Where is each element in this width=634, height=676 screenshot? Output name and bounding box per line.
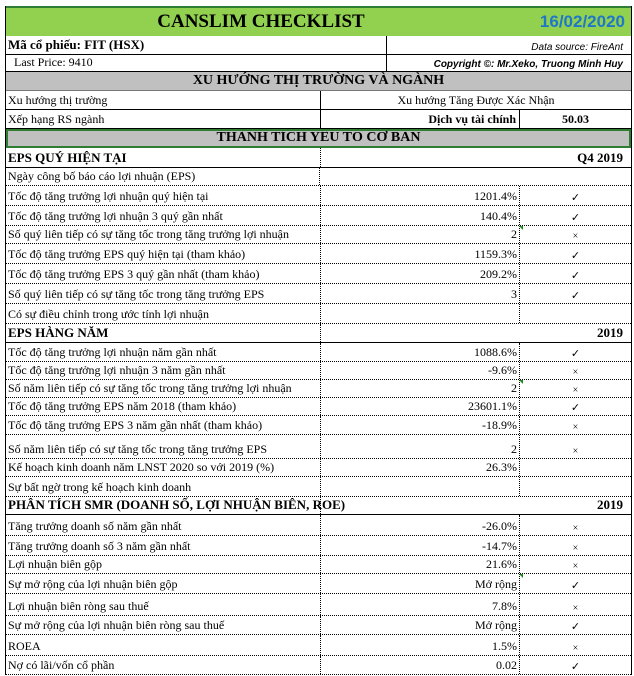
row-label[interactable]: Sự bất ngờ trong kế hoạch kinh doanh: [8, 480, 192, 494]
table-row: [6, 304, 631, 324]
row-check[interactable]: ×: [572, 231, 579, 242]
row-check[interactable]: ✓: [570, 621, 581, 633]
row-check[interactable]: ×: [572, 367, 579, 378]
table-row: [6, 168, 631, 186]
ticker-row: [6, 36, 631, 55]
table-row: [6, 380, 631, 398]
row-check[interactable]: ✓: [570, 212, 581, 224]
row-value[interactable]: 1159.3%: [320, 244, 520, 263]
row-value[interactable]: 209.2%: [320, 264, 520, 283]
row-value[interactable]: 1088.6%: [320, 343, 520, 361]
rs-label: Xếp hạng RS ngành: [8, 112, 105, 126]
section-header: [6, 497, 631, 515]
row-label[interactable]: Số quý liên tiếp có sự tăng tốc trong tăng trưởng lợi nhuận: [8, 227, 289, 241]
table-row: [6, 635, 631, 656]
row-label[interactable]: Lợi nhuận biên ròng sau thuế: [8, 599, 149, 613]
row-label[interactable]: Lợi nhuận biên gộp: [8, 557, 102, 571]
row-label[interactable]: Tốc độ tăng trưởng lợi nhuận năm gần nhất: [8, 345, 217, 359]
table-row: [6, 536, 631, 556]
section-period: 2019: [597, 497, 623, 512]
row-label[interactable]: ROEA: [8, 639, 41, 653]
row-check[interactable]: [520, 459, 631, 476]
report-date: 16/02/2020: [539, 12, 625, 31]
row-value[interactable]: 1.5%: [320, 635, 520, 655]
row-value[interactable]: -26.0%: [320, 515, 520, 535]
row-check[interactable]: ×: [572, 543, 579, 554]
sections: [6, 148, 631, 675]
table-row: [6, 435, 631, 459]
row-label[interactable]: Tốc độ tăng trưởng lợi nhuận quý hiện tại: [8, 189, 209, 203]
row-check[interactable]: ✓: [570, 270, 581, 282]
row-value[interactable]: 21.6%: [320, 556, 520, 573]
row-label[interactable]: Sự mở rộng của lợi nhuận biên gộp: [8, 577, 178, 591]
title-bar: [6, 6, 631, 36]
section-title: PHÂN TÍCH SMR (DOANH SỐ, LỢI NHUẬN BIÊN, ROE): [8, 497, 346, 512]
row-value[interactable]: 23601.1%: [320, 398, 520, 415]
market-trend-value[interactable]: Xu hướng Tăng Được Xác Nhận: [320, 91, 631, 109]
row-label[interactable]: Tăng trưởng doanh số năm gần nhất: [8, 519, 182, 533]
table-row: [6, 186, 631, 206]
section-spacer: [320, 497, 520, 514]
table-row: [6, 264, 631, 284]
row-value[interactable]: Mở rộng: [320, 574, 520, 593]
table-row: [6, 284, 631, 304]
ticker[interactable]: Mã cổ phiếu: FIT (HSX): [8, 37, 145, 52]
section-period: 2019: [597, 325, 623, 340]
row-label[interactable]: Ngày công bố báo cáo lợi nhuận (EPS): [8, 168, 320, 185]
table-row: [6, 244, 631, 264]
row-check[interactable]: ×: [572, 561, 579, 572]
row-label[interactable]: Tốc độ tăng trưởng lợi nhuận 3 năm gần nhất: [8, 363, 226, 377]
table-row: [6, 416, 631, 435]
market-trend-label: Xu hướng thị trường: [8, 93, 108, 107]
table-row: [6, 398, 631, 416]
rs-row: [6, 110, 631, 129]
row-label[interactable]: Số năm liên tiếp có sự tăng tốc trong tăng trưởng lợi nhuận: [8, 381, 292, 395]
price-row: [6, 55, 631, 72]
last-price: Last Price: 9410: [14, 55, 93, 69]
table-row: [6, 556, 631, 574]
row-label[interactable]: Có sự điều chỉnh trong ước tính lợi nhuận: [8, 307, 210, 321]
table-row: [6, 343, 631, 362]
row-check[interactable]: ✓: [570, 402, 581, 414]
row-value[interactable]: 0.02: [320, 656, 520, 674]
row-value[interactable]: [320, 304, 520, 323]
row-label[interactable]: Tốc độ tăng trưởng EPS 3 quý gần nhất (tham khảo): [8, 267, 260, 281]
row-label[interactable]: Nợ có lãi/vốn cổ phần: [8, 658, 115, 672]
table-row: [6, 226, 631, 244]
row-label[interactable]: Kế hoạch kinh doanh năm LNST 2020 so với 2019 (%): [8, 460, 275, 474]
market-trend-row: [6, 91, 631, 110]
section-period: Q4 2019: [577, 150, 623, 165]
table-row: [6, 594, 631, 616]
rs-value[interactable]: 50.03: [562, 112, 589, 126]
row-value[interactable]: 2: [320, 435, 520, 458]
row-value[interactable]: 3: [320, 284, 520, 303]
row-value[interactable]: -14.7%: [320, 536, 520, 555]
row-label[interactable]: Sự mở rộng của lợi nhuận biên ròng sau thuế: [8, 618, 225, 632]
row-check[interactable]: ×: [572, 385, 579, 396]
row-check[interactable]: ×: [572, 643, 579, 654]
table-row: [6, 515, 631, 536]
row-check[interactable]: ✓: [570, 290, 581, 302]
row-check[interactable]: [520, 477, 631, 496]
section-header: [6, 148, 631, 168]
section-title: EPS HÀNG NĂM: [8, 325, 109, 340]
row-check[interactable]: ×: [572, 422, 579, 433]
canslim-sheet: [5, 6, 632, 675]
row-value[interactable]: 140.4%: [320, 206, 520, 225]
copyright: Copyright ©: Mr.Xeko, Truong Minh Huy: [386, 55, 627, 71]
section-spacer: [320, 148, 520, 167]
table-row: [6, 459, 631, 477]
section-title: EPS QUÝ HIỆN TẠI: [8, 150, 127, 165]
row-label[interactable]: Số năm liên tiếp có sự tăng tốc trong tăng trưởng EPS: [8, 442, 267, 456]
table-row: [6, 477, 631, 497]
row-check[interactable]: ✓: [570, 348, 581, 360]
row-label[interactable]: Tốc độ tăng trưởng EPS quý hiện tại (tham khảo): [8, 247, 246, 261]
row-check[interactable]: ✓: [570, 192, 581, 204]
row-check[interactable]: ×: [572, 603, 579, 614]
row-check[interactable]: ✓: [570, 580, 581, 592]
row-value[interactable]: 26.3%: [320, 459, 520, 476]
row-label[interactable]: Tốc độ tăng trưởng lợi nhuận 3 quý gần nhất: [8, 209, 223, 223]
market-heading: XU HƯỚNG THỊ TRƯỜNG VÀ NGÀNH: [6, 72, 631, 91]
row-label[interactable]: Tăng trưởng doanh số 3 năm gần nhất: [8, 539, 191, 553]
row-value[interactable]: 7.8%: [320, 594, 520, 615]
rs-industry[interactable]: Dịch vụ tài chính: [320, 110, 520, 128]
row-check[interactable]: [520, 304, 631, 323]
row-label[interactable]: Tốc độ tăng trưởng EPS 3 năm gần nhất (tham khảo): [8, 418, 263, 432]
table-row: [6, 206, 631, 226]
row-value[interactable]: Mở rộng: [320, 616, 520, 634]
row-label[interactable]: Tốc độ tăng trưởng EPS năm 2018 (tham khảo): [8, 399, 237, 413]
row-check[interactable]: ✓: [570, 250, 581, 262]
section-header: [6, 324, 631, 343]
table-row: [6, 574, 631, 594]
section-spacer: [320, 324, 520, 342]
row-value[interactable]: -18.9%: [320, 416, 520, 434]
row-value[interactable]: 2: [320, 380, 520, 397]
row-check[interactable]: ×: [572, 446, 579, 457]
fundamentals-heading[interactable]: THÀNH TÍCH YẾU TỐ CƠ BẢN: [6, 129, 631, 148]
row-value[interactable]: -9.6%: [320, 362, 520, 379]
table-row: [6, 362, 631, 380]
row-value[interactable]: 2: [320, 226, 520, 243]
row-label[interactable]: Số quý liên tiếp có sự tăng tốc trong tăng trưởng EPS: [8, 287, 265, 301]
sheet-title: CANSLIM CHECKLIST: [157, 11, 365, 32]
row-check[interactable]: ✓: [570, 661, 581, 673]
table-row: [6, 616, 631, 635]
row-value[interactable]: [320, 477, 520, 496]
table-row: [6, 656, 631, 675]
data-source: Data source: FireAnt: [386, 36, 627, 54]
row-value[interactable]: 1201.4%: [320, 186, 520, 205]
row-check[interactable]: ×: [572, 523, 579, 534]
